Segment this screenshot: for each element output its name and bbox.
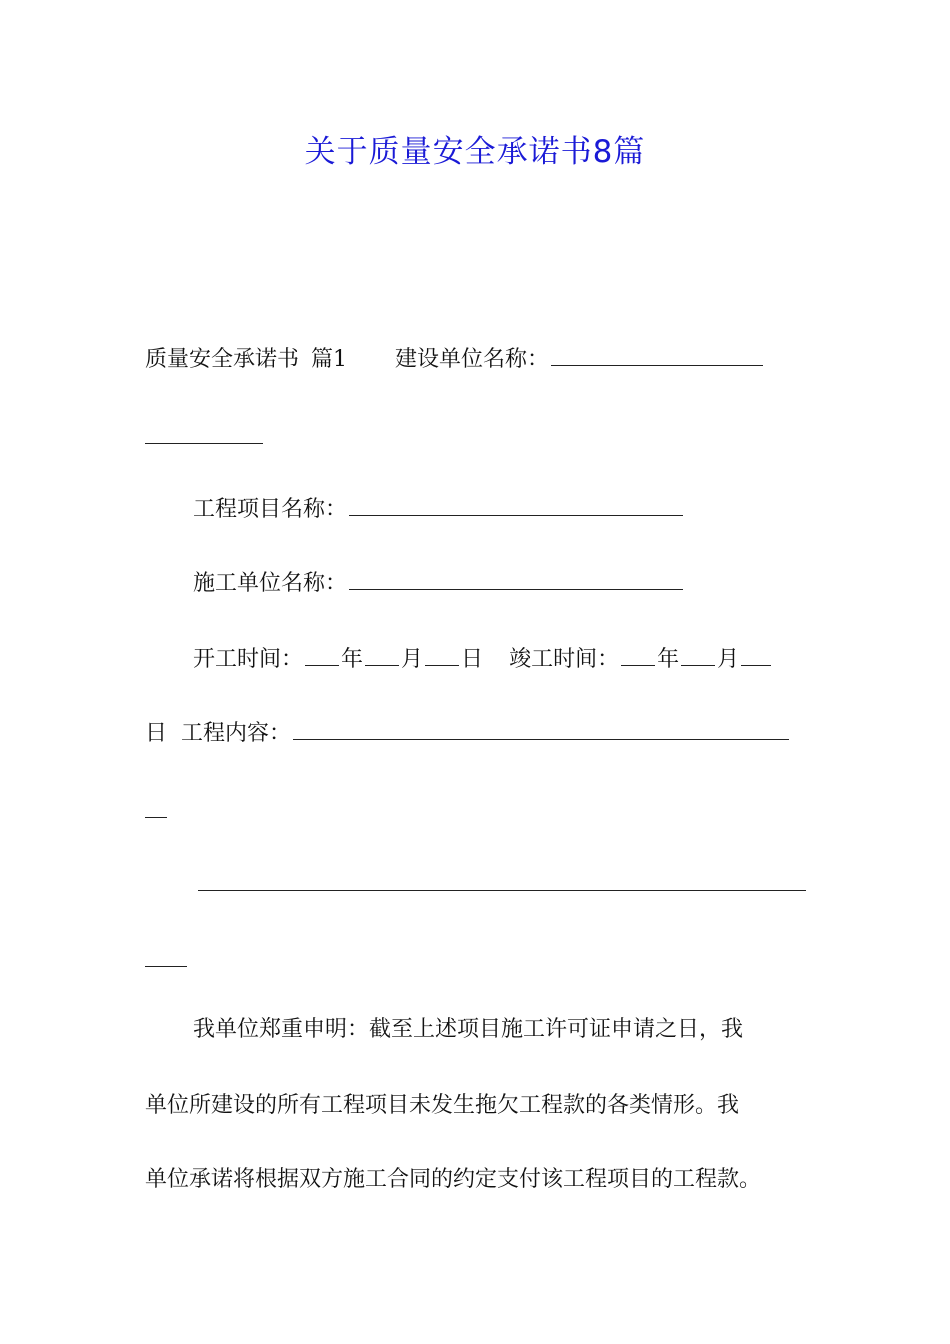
completion-time-label: 竣工时间： <box>509 647 620 672</box>
start-day-blank <box>425 645 459 666</box>
declaration-line-1: 我单位郑重申明：截至上述项目施工许可证申请之日，我 <box>193 1017 744 1042</box>
project-content-blank <box>293 719 789 740</box>
section-heading: 质量安全承诺书 <box>145 347 300 372</box>
completion-year-unit: 年 <box>657 647 680 672</box>
project-name-line <box>193 494 685 526</box>
declaration-line-3: 单位承诺将根据双方施工合同的约定支付该工程项目的工程款。 <box>145 1167 762 1192</box>
completion-day-blank <box>741 645 771 666</box>
start-day-unit: 日 <box>461 647 484 672</box>
project-content-label: 工程内容： <box>181 721 292 746</box>
project-name-label: 工程项目名称： <box>193 497 348 522</box>
start-year-unit: 年 <box>341 647 364 672</box>
completion-day-unit: 日 <box>145 721 168 746</box>
start-year-blank <box>305 645 339 666</box>
project-content-blank-line3 <box>145 966 187 967</box>
section-number: 篇1 <box>311 347 348 372</box>
contractor-name-blank <box>349 569 683 590</box>
project-content-blank-continued <box>145 817 167 818</box>
project-content-line <box>145 718 791 750</box>
contractor-name-label: 施工单位名称： <box>193 571 348 596</box>
construction-unit-blank-continued <box>145 443 263 444</box>
completion-month-blank <box>681 645 715 666</box>
start-time-label: 开工时间： <box>193 647 304 672</box>
start-month-unit: 月 <box>401 647 424 672</box>
document-title: 关于质量安全承诺书8篇 <box>304 134 646 170</box>
completion-month-unit: 月 <box>717 647 740 672</box>
construction-unit-label: 建设单位名称： <box>395 347 550 372</box>
start-month-blank <box>365 645 399 666</box>
completion-year-blank <box>621 645 655 666</box>
contractor-name-line <box>193 568 685 600</box>
declaration-line-2: 单位所建设的所有工程项目未发生拖欠工程款的各类情形。我 <box>145 1093 740 1118</box>
section-heading-line <box>145 344 765 376</box>
project-name-blank <box>349 495 683 516</box>
project-content-blank-line2 <box>198 890 806 891</box>
construction-unit-blank <box>551 345 763 366</box>
schedule-line <box>193 644 773 676</box>
